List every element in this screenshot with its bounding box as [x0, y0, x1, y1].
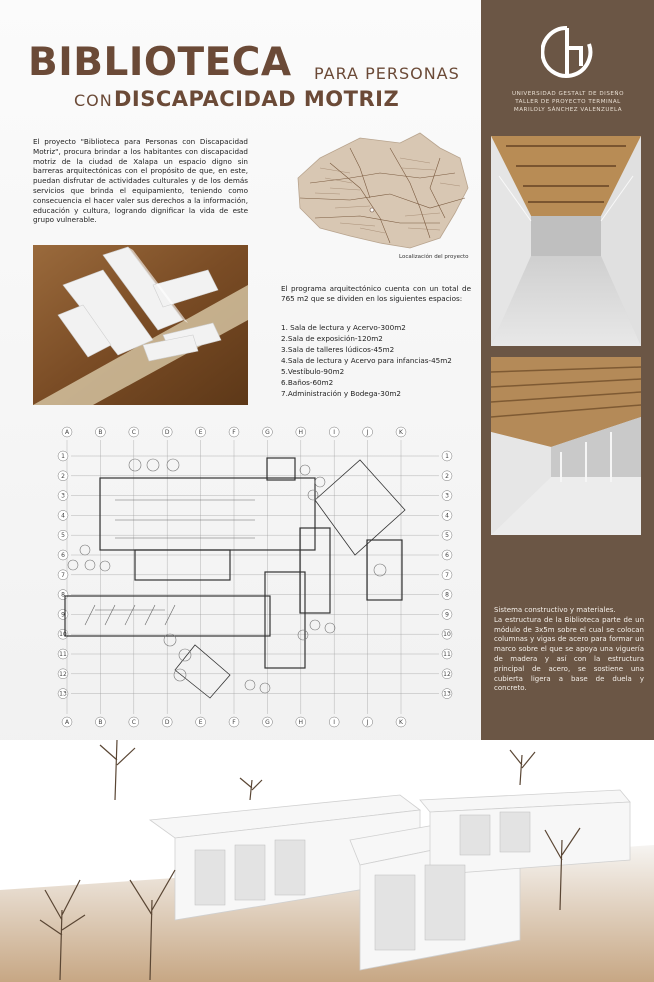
plan-column-label: J — [366, 429, 369, 436]
plan-column-label: G — [265, 719, 270, 726]
plan-column-marker — [363, 427, 373, 437]
plan-column-marker — [329, 717, 339, 727]
plan-row-label: 3 — [61, 492, 65, 500]
plan-column-marker — [196, 427, 206, 437]
plan-row-marker — [58, 451, 68, 461]
program-item: 5.Vestíbulo-90m2 — [281, 367, 345, 376]
plan-row-marker — [442, 491, 452, 501]
location-label: Localización del proyecto — [399, 254, 469, 260]
plan-row-marker — [58, 609, 68, 619]
plan-row-marker — [58, 629, 68, 639]
interior-photo-1 — [491, 136, 641, 346]
plan-column-marker — [196, 717, 206, 727]
program-item: 3.Sala de talleres lúdicos-45m2 — [281, 345, 395, 354]
plan-column-label: C — [131, 429, 136, 436]
plan-row-marker — [58, 510, 68, 520]
plan-row-label: 12 — [443, 670, 451, 678]
plan-row-label: 2 — [445, 472, 449, 480]
plan-column-label: A — [64, 429, 70, 436]
plan-row-label: 1 — [61, 453, 65, 460]
workshop-name: TALLER DE PROYECTO TERMINAL — [515, 99, 621, 105]
plan-row-marker — [442, 629, 452, 639]
plan-row-marker — [58, 550, 68, 560]
plan-column-marker — [95, 717, 105, 727]
plan-column-label: F — [232, 429, 236, 436]
plan-column-marker — [129, 717, 139, 727]
program-item: 7.Administración y Bodega-30m2 — [281, 389, 402, 398]
plan-row-label: 7 — [61, 571, 65, 579]
university-name: UNIVERSIDAD GESTALT DE DISEÑO — [511, 91, 624, 97]
plan-column-label: H — [298, 429, 304, 436]
interior-photo-2 — [491, 357, 641, 535]
plan-row-label: 8 — [445, 591, 449, 599]
plan-column-label: I — [333, 719, 336, 726]
plan-row-label: 4 — [445, 512, 449, 520]
plan-column-marker — [129, 427, 139, 437]
plan-column-marker — [363, 717, 373, 727]
program-item: 1. Sala de lectura y Acervo-300m2 — [281, 323, 406, 332]
plan-row-label: 9 — [61, 611, 65, 619]
plan-row-marker — [58, 491, 68, 501]
plan-row-marker — [442, 550, 452, 560]
plan-column-label: G — [265, 429, 270, 436]
plan-row-marker — [442, 689, 452, 699]
plan-row-label: 1 — [445, 453, 449, 460]
plan-row-marker — [442, 451, 452, 461]
plan-column-marker — [262, 427, 272, 437]
program-intro: El programa arquitectónico cuenta con un total de 765 m2 que se dividen en los siguientes espacios: — [281, 284, 471, 303]
university-credits — [484, 90, 652, 114]
plan-column-label: H — [298, 719, 304, 726]
construction-system — [494, 606, 644, 694]
plan-column-label: D — [164, 429, 170, 436]
plan-row-marker — [58, 669, 68, 679]
university-logo — [541, 24, 593, 80]
plan-column-marker — [162, 717, 172, 727]
plan-column-label: J — [366, 719, 369, 726]
plan-row-marker — [442, 570, 452, 580]
plan-row-label: 13 — [59, 690, 67, 698]
construction-heading: Sistema constructivo y materiales. — [494, 606, 616, 614]
plan-row-label: 5 — [445, 532, 449, 540]
plan-row-label: 7 — [445, 571, 449, 579]
plan-column-label: B — [98, 429, 103, 436]
construction-text: La estructura de la Biblioteca parte de un módulo de 3x5m sobre el cual se colocan columnas y vigas de acero para formar un marco sobre el que se apoya una viguería de madera y así con la estructura principal de acero, se sostiene una cubierta ligera a base de duela y concreto. — [494, 615, 644, 693]
plan-column-marker — [396, 427, 406, 437]
plan-row-marker — [58, 530, 68, 540]
plan-row-marker — [442, 609, 452, 619]
plan-column-label: I — [333, 429, 336, 436]
plan-row-label: 6 — [61, 552, 65, 559]
plan-column-marker — [162, 427, 172, 437]
model-photo — [33, 245, 248, 405]
plan-column-label: F — [232, 719, 236, 726]
plan-row-marker — [58, 590, 68, 600]
plan-row-marker — [442, 669, 452, 679]
plan-column-label: E — [198, 429, 203, 436]
plan-row-marker — [442, 530, 452, 540]
plan-column-marker — [62, 717, 72, 727]
program-item: 2.Sala de exposición-120m2 — [281, 334, 383, 343]
title-main: BIBLIOTECA — [28, 40, 292, 85]
plan-row-label: 9 — [445, 611, 449, 619]
plan-row-label: 11 — [443, 651, 451, 658]
floor-plan — [55, 420, 455, 732]
plan-column-marker — [396, 717, 406, 727]
plan-column-marker — [95, 427, 105, 437]
program-item: 4.Sala de lectura y Acervo para infancias-45m2 — [281, 356, 452, 365]
plan-row-label: 10 — [443, 631, 451, 639]
plan-column-marker — [262, 717, 272, 727]
plan-row-label: 12 — [59, 670, 67, 678]
author-name: MARILOLY SÁNCHEZ VALENZUELA — [513, 107, 623, 113]
model-render — [0, 740, 654, 982]
plan-row-marker — [58, 471, 68, 481]
plan-column-label: B — [98, 719, 103, 726]
plan-column-marker — [329, 427, 339, 437]
plan-row-marker — [442, 649, 452, 659]
title-sub1: PARA PERSONAS — [314, 64, 460, 83]
plan-row-label: 4 — [61, 512, 65, 520]
plan-row-label: 5 — [61, 532, 65, 540]
plan-column-marker — [229, 717, 239, 727]
plan-row-marker — [442, 471, 452, 481]
intro-paragraph: El proyecto "Biblioteca para Personas con Discapacidad Motriz", procura brindar a los habitantes con discapacidad motriz de la ciudad de Xalapa un espacio digno sin barreras arquitectónicas con el propósito de que, en este, puedan disfrutar de actividades culturales y de los demás servicios que brinda el equipamiento, teniendo como consecuencia el hacer valer sus derechos a la información, educación y cultura, logrando dignificar la vida de este grupo vulnerable. — [33, 137, 248, 225]
plan-column-label: E — [198, 719, 203, 726]
plan-row-label: 13 — [443, 690, 451, 698]
plan-row-label: 8 — [61, 591, 65, 599]
plan-row-label: 2 — [61, 472, 65, 480]
plan-column-marker — [229, 427, 239, 437]
plan-row-label: 11 — [59, 651, 67, 658]
plan-row-label: 10 — [59, 631, 67, 639]
title-sub2-bold: DISCAPACIDAD MOTRIZ — [114, 87, 400, 111]
plan-column-marker — [62, 427, 72, 437]
plan-row-marker — [442, 590, 452, 600]
program-item: 6.Baños-60m2 — [281, 378, 334, 387]
plan-column-marker — [296, 427, 306, 437]
title-sub2-prefix: CON — [74, 91, 113, 110]
plan-column-label: C — [131, 719, 136, 726]
plan-column-label: D — [164, 719, 170, 726]
plan-column-label: A — [64, 719, 70, 726]
plan-column-label: K — [399, 719, 403, 726]
plan-column-marker — [296, 717, 306, 727]
plan-column-label: K — [399, 429, 403, 436]
plan-row-label: 6 — [445, 552, 449, 559]
plan-row-marker — [58, 689, 68, 699]
plan-row-label: 3 — [445, 492, 449, 500]
plan-row-marker — [58, 649, 68, 659]
program-list — [281, 322, 471, 399]
location-map — [290, 128, 474, 254]
plan-row-marker — [58, 570, 68, 580]
plan-row-marker — [442, 510, 452, 520]
